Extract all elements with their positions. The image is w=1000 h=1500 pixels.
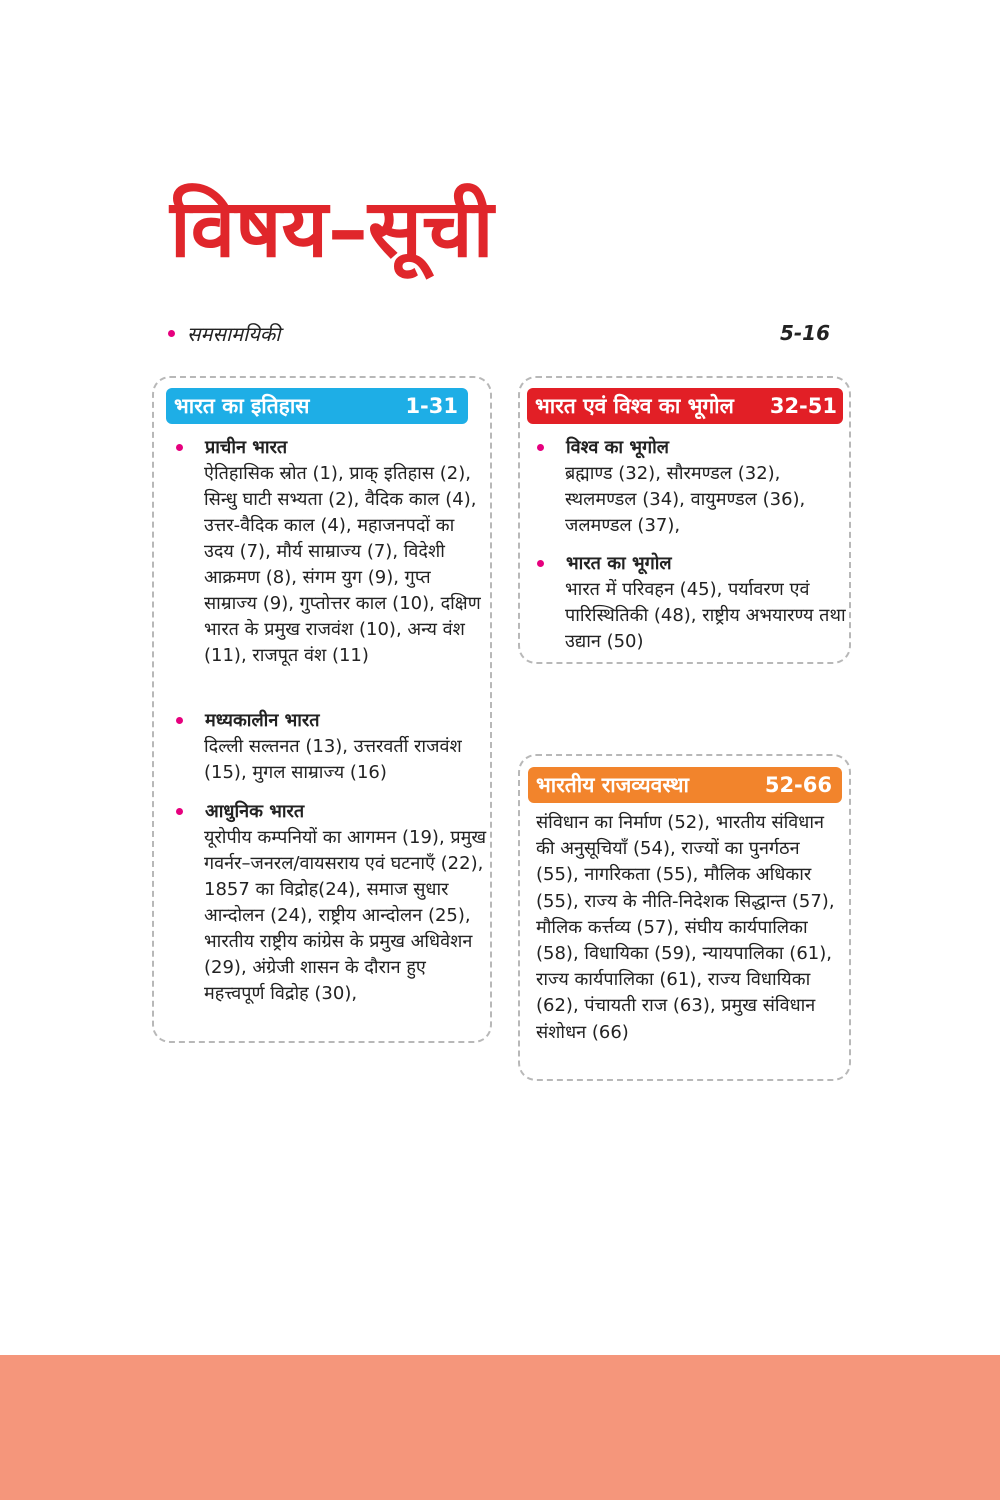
footer-band (0, 1355, 1000, 1500)
bullet-icon (168, 330, 175, 337)
history-title: भारत का इतिहास (174, 394, 310, 418)
page-title: विषय–सूची (170, 181, 494, 275)
geography-subsection (527, 433, 847, 539)
history-subsection (166, 706, 488, 786)
bullet-icon (176, 444, 183, 451)
bullet-icon (176, 808, 183, 815)
subsection-topics: यूरोपीय कम्पनियों का आगमन (19), प्रमुख गवर्नर–जनरल/वायसराय एवं घटनाएँ (22), 1857 का विद्रोह(24), समाज सुधार आन्दोलन (24), राष्ट्रीय आन्दोलन (25), भारतीय राष्ट्रीय कांग्रेस के प्रमुख अधिवेशन (29), अंग्रेजी शासन के दौरान हुए महत्त्वपूर्ण विद्रोह (30), (204, 827, 487, 1004)
subsection-heading: प्राचीन भारत (205, 437, 288, 458)
subsection-heading: विश्व का भूगोल (566, 437, 670, 458)
subsection-topics: भारत में परिवहन (45), पर्यावरण एवं पारिस्थितिकी (48), राष्ट्रीय अभयारण्य तथा उद्यान (50) (565, 579, 846, 652)
subsection-topics: ब्रह्माण्ड (32), सौरमण्डल (32), स्थलमण्डल (34), वायुमण्डल (36), जलमण्डल (37), (565, 463, 806, 536)
bullet-icon (537, 560, 544, 567)
geography-subsection (527, 549, 847, 655)
bullet-icon (176, 717, 183, 724)
subsection-heading: भारत का भूगोल (566, 553, 672, 574)
geography-pages: 32-51 (769, 394, 837, 418)
current-affairs-pages: 5-16 (779, 321, 830, 345)
current-affairs-entry (168, 318, 830, 348)
subsection-heading: मध्यकालीन भारत (205, 710, 320, 731)
history-header (166, 388, 468, 424)
geography-title: भारत एवं विश्व का भूगोल (535, 394, 734, 418)
history-subsection (166, 797, 488, 1007)
history-subsection (166, 433, 488, 669)
polity-title: भारतीय राजव्यवस्था (536, 773, 689, 797)
bullet-icon (537, 444, 544, 451)
geography-header (527, 388, 843, 424)
subsection-topics: दिल्ली सल्तनत (13), उत्तरवर्ती राजवंश (15), मुगल साम्राज्य (16) (204, 736, 462, 783)
current-affairs-label: समसामयिकी (187, 321, 281, 346)
polity-header (528, 767, 842, 803)
polity-pages: 52-66 (764, 773, 832, 797)
history-pages: 1-31 (405, 394, 458, 418)
subsection-heading: आधुनिक भारत (205, 801, 305, 822)
polity-topics: संविधान का निर्माण (52), भारतीय संविधान की अनुसूचियाँ (54), राज्यों का पुनर्गठन (55), नागरिकता (55), मौलिक अधिकार (55), राज्य के नीति-निदेशक सिद्धान्त (57), मौलिक कर्त्तव्य (57), संघीय कार्यपालिका (58), विधायिका (59), न्यायपालिका (61), राज्य कार्यपालिका (61), राज्य विधायिका (62), पंचायती राज (63), प्रमुख संविधान संशोधन (66) (536, 812, 835, 1043)
subsection-topics: ऐतिहासिक स्रोत (1), प्राक् इतिहास (2), सिन्धु घाटी सभ्यता (2), वैदिक काल (4), उत्तर-वैदिक काल (4), महाजनपदों का उदय (7), मौर्य साम्राज्य (7), विदेशी आक्रमण (8), संगम युग (9), गुप्त साम्राज्य (9), गुप्तोत्तर काल (10), दक्षिण भारत के प्रमुख राजवंश (10), अन्य वंश (11), राजपूत वंश (11) (204, 463, 481, 666)
